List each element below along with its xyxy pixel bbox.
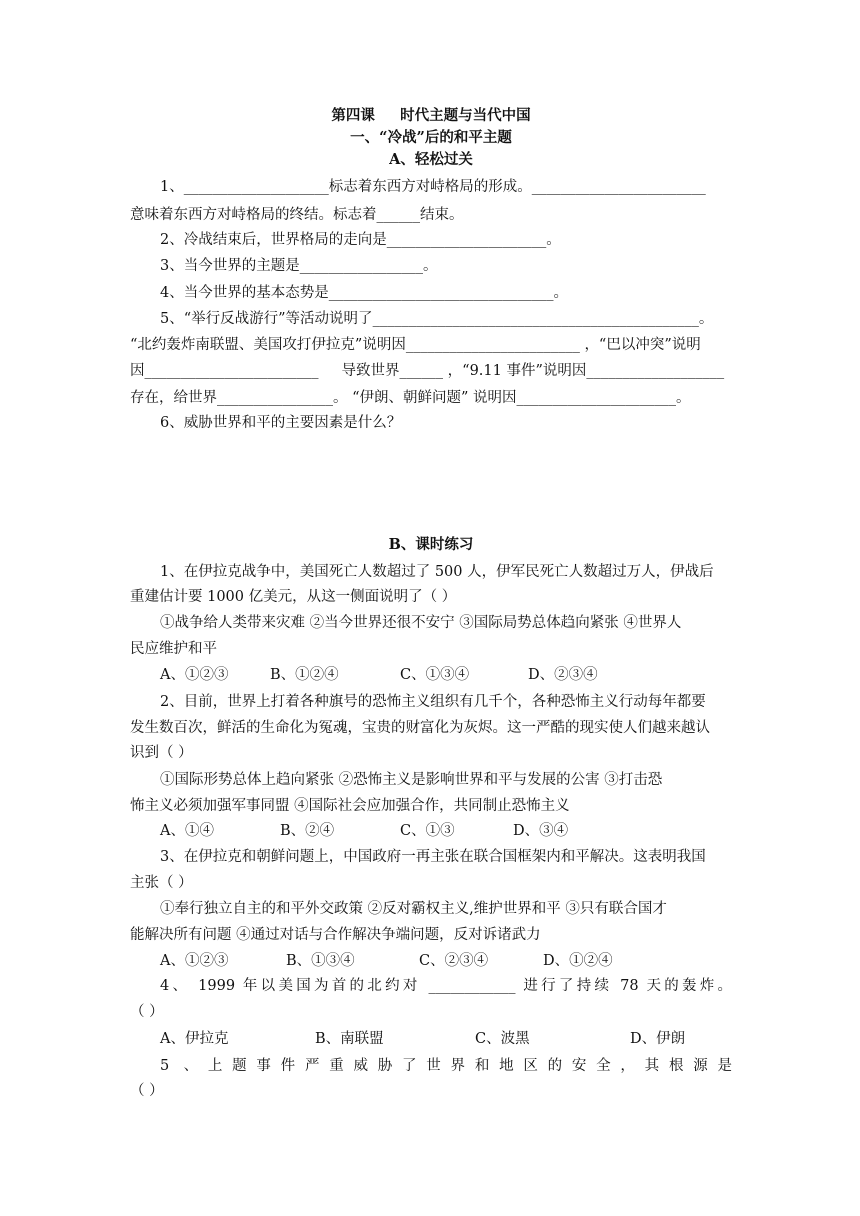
punct: 。 (546, 232, 561, 248)
a-q5-text: ，“9.11 事件”说明因 (447, 363, 587, 379)
blank: ____________________ (183, 179, 329, 195)
punct: 。 (676, 390, 691, 406)
a-q2 (160, 230, 732, 250)
punct: 。 (422, 258, 438, 274)
choice-b[interactable]: B、①②④ (270, 667, 339, 683)
blank: ______ (399, 363, 444, 379)
b-q1-options-line1: ①战争给人类带来灾难 ②当今世界还很不安宁 ③国际局势总体趋向紧张 ④世界人 (160, 615, 682, 631)
b-q3-options-line1: ①奉行独立自主的和平外交政策 ②反对霸权主义,维护世界和平 ③只有联合国才 (160, 901, 667, 917)
blank: ________________________ (405, 337, 580, 353)
punct: 。 (698, 311, 714, 327)
lesson-title-text: 时代主题与当代中国 (400, 107, 531, 124)
choice-a[interactable]: A、伊拉克 (160, 1031, 229, 1047)
a-q1-number: 1、 (160, 179, 184, 195)
choice-c[interactable]: C、波黑 (475, 1031, 530, 1047)
a-q1-line2 (130, 205, 732, 225)
b-q2-stem-line3: 识到（ ） (130, 745, 193, 761)
lesson-number: 第四课 (331, 107, 375, 124)
b-q1-stem-line1: 1、在伊拉克战争中，美国死亡人数超过了 500 人，伊军民死亡人数超过万人，伊战后 (160, 564, 714, 580)
a-q5-line4 (130, 388, 732, 408)
a-q1-text: 标志着东西方对峙格局的形成。 (328, 179, 532, 195)
blank: ______ (376, 207, 420, 223)
blank: ___________________ (586, 363, 725, 379)
blank: ______________________ (386, 232, 547, 248)
choice-a[interactable]: A、①②③ (160, 953, 229, 969)
choice-a[interactable]: A、①②③ (160, 667, 229, 683)
a-q1-text: 意味着东西方对峙格局的终结。标志着 (130, 207, 377, 223)
blank: ________________________ (144, 363, 319, 379)
b-q4-stem-line1 (160, 976, 732, 996)
a-q5-line1 (160, 309, 732, 329)
blank: ____________ (428, 978, 516, 994)
lesson-title (130, 106, 732, 126)
a-q4-text: 4、当今世界的基本态势是 (160, 285, 329, 301)
b-q4-choices (160, 1029, 732, 1049)
a-q1-line1 (160, 177, 732, 197)
choice-c[interactable]: C、①③ (400, 823, 455, 839)
blank: ________________________ (531, 179, 706, 195)
b-q5-stem-line2: （ ） (130, 1083, 164, 1099)
blank: _______________________________ (328, 285, 554, 301)
part-b-heading: B、课时练习 (388, 536, 474, 553)
blank: _________________ (299, 258, 423, 274)
b-q3-stem-line1: 3、在伊拉克和朝鲜问题上，中国政府一再主张在联合国框架内和平解决。这表明我国 (160, 849, 706, 865)
blank: _____________________________________________ (372, 311, 699, 327)
a-q5-text: 5、“举行反战游行”等活动说明了 (160, 311, 373, 327)
a-q5-text: 导致世界 (341, 363, 400, 379)
b-q1-stem-line2: 重建估计要 1000 亿美元，从这一侧面说明了（ ） (130, 589, 457, 605)
a-q2-text: 2、冷战结束后，世界格局的走向是 (160, 232, 387, 248)
choice-c[interactable]: C、①③④ (400, 667, 470, 683)
a-q3-text: 3、当今世界的主题是 (160, 258, 300, 274)
choice-d[interactable]: D、③④ (513, 823, 569, 839)
choice-d[interactable]: D、②③④ (528, 667, 598, 683)
a-q4 (160, 283, 732, 303)
a-q5-text: 存在，给世界 (130, 390, 217, 406)
choice-b[interactable]: B、①③④ (286, 953, 355, 969)
choice-d[interactable]: D、①②④ (543, 953, 613, 969)
b-q5-stem-line1: 5 、上题事件严重威胁了世界和地区的安全，其根源是 (160, 1058, 732, 1074)
a-q3 (160, 256, 732, 276)
b-q2-choices (160, 821, 732, 841)
b-q3-options-line2: 能解决所有问题 ④通过对话与合作解决争端问题，反对诉诸武力 (130, 927, 541, 943)
a-q6: 6、威胁世界和平的主要因素是什么？ (160, 415, 402, 431)
blank: ________________ (217, 390, 333, 406)
punct: 。 (553, 285, 568, 301)
b-q4-text: 进行了持续 78 天的轰炸。 (523, 978, 733, 994)
b-q4-stem-line2: （ ） (130, 1004, 164, 1020)
b-q2-options-line1: ①国际形势总体上趋向紧张 ②恐怖主义是影响世界和平与发展的公害 ③打击恐 (160, 772, 663, 788)
a-q1-text: 结束。 (420, 207, 464, 223)
a-q5-line2 (130, 335, 732, 355)
a-q5-text: 因 (130, 363, 145, 379)
b-q3-stem-line2: 主张（ ） (130, 875, 193, 891)
blank: ______________________ (516, 390, 677, 406)
b-q1-options-line2: 民应维护和平 (130, 641, 217, 657)
choice-b[interactable]: B、②④ (280, 823, 335, 839)
a-q5-text: 。 “伊朗、朝鲜问题” 说明因 (333, 390, 517, 406)
b-q3-choices (160, 951, 732, 971)
part-a-heading: A、轻松过关 (389, 151, 473, 168)
section-heading: 一、“冷战”后的和平主题 (350, 129, 512, 146)
choice-b[interactable]: B、南联盟 (315, 1031, 384, 1047)
b-q2-stem-line1: 2、目前，世界上打着各种旗号的恐怖主义组织有几千个，各种恐怖主义行动每年都要 (160, 694, 706, 710)
b-q2-options-line2: 怖主义必须加强军事同盟 ④国际社会应加强合作，共同制止恐怖主义 (130, 798, 570, 814)
a-q5-line3 (130, 361, 732, 381)
b-q4-text: 4、 1999 年以美国为首的北约对 (160, 978, 421, 994)
a-q5-text: “北约轰炸南联盟、美国攻打伊拉克”说明因 (130, 337, 406, 353)
b-q1-choices (160, 665, 732, 685)
choice-c[interactable]: C、②③④ (419, 953, 489, 969)
b-q2-stem-line2: 发生数百次，鲜活的生命化为冤魂，宝贵的财富化为灰烬。这一严酷的现实使人们越来越认 (130, 720, 710, 736)
a-q5-text: ，“巴以冲突”说明 (584, 337, 701, 353)
choice-a[interactable]: A、①④ (160, 823, 214, 839)
choice-d[interactable]: D、伊朗 (630, 1031, 686, 1047)
